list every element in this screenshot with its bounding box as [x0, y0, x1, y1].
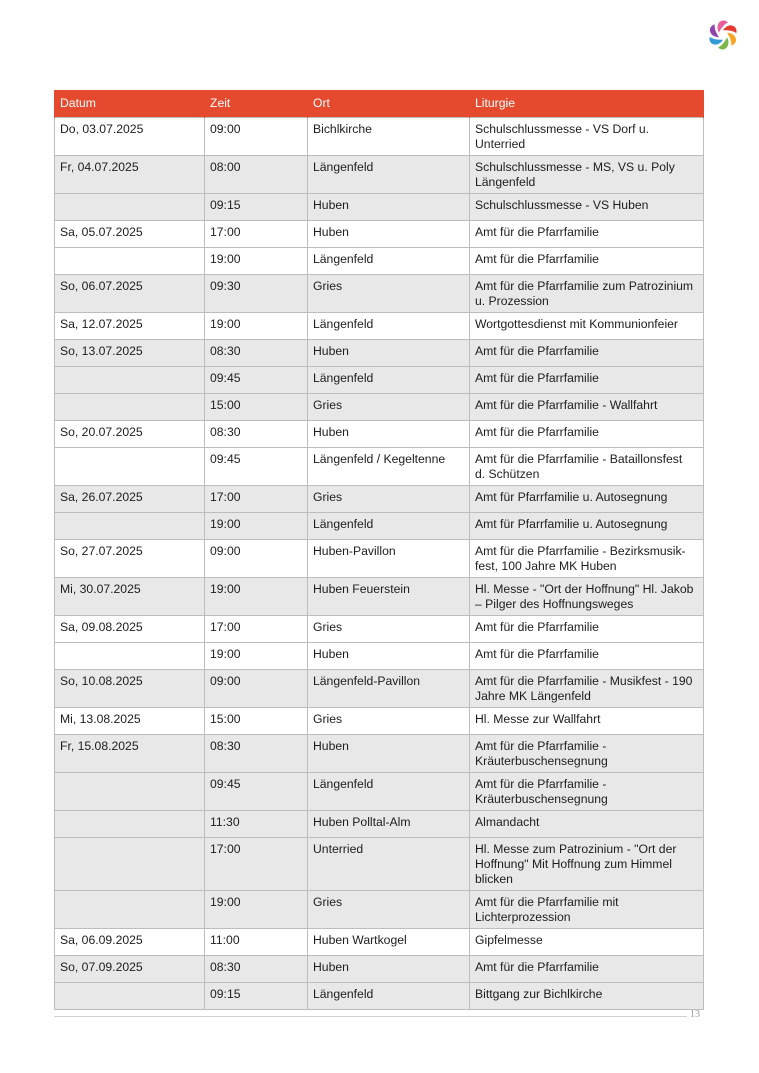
liturgy-cell	[470, 838, 704, 891]
table-row	[55, 394, 704, 421]
date-cell	[55, 194, 205, 221]
header-ort: Ort	[308, 90, 470, 118]
table-row	[55, 448, 704, 486]
place-cell: Längenfeld-Pavillon	[308, 670, 470, 708]
place-cell: Längenfeld	[308, 983, 470, 1010]
liturgy-line: Schulschlussmesse - VS Dorf u.	[475, 122, 650, 136]
liturgy-line: Hl. Messe - "Ort der Hoffnung" Hl. Jakob	[475, 582, 694, 596]
table-row	[55, 983, 704, 1010]
time-cell: 09:45	[205, 448, 308, 486]
time-cell: 09:45	[205, 367, 308, 394]
time-cell: 17:00	[205, 221, 308, 248]
table-row	[55, 891, 704, 929]
liturgy-line: Amt für die Pfarrfamilie	[475, 371, 599, 385]
page-number: 13	[690, 1009, 700, 1020]
liturgy-cell	[470, 891, 704, 929]
time-cell: 19:00	[205, 313, 308, 340]
liturgy-line: Hl. Messe zum Patrozinium - "Ort der	[475, 842, 677, 856]
table-row	[55, 367, 704, 394]
date-cell	[55, 643, 205, 670]
table-row	[55, 513, 704, 540]
date-cell: Sa, 05.07.2025	[55, 221, 205, 248]
place-cell: Längenfeld	[308, 156, 470, 194]
liturgy-line: Bittgang zur Bichlkirche	[475, 987, 603, 1001]
liturgy-line: Hoffnung" Mit Hoffnung zum Himmel	[475, 857, 672, 871]
liturgy-cell	[470, 340, 704, 367]
date-cell: So, 06.07.2025	[55, 275, 205, 313]
time-cell: 19:00	[205, 513, 308, 540]
liturgy-cell	[470, 540, 704, 578]
table-row	[55, 643, 704, 670]
liturgy-line: Unterried	[475, 137, 526, 151]
place-cell: Bichlkirche	[308, 118, 470, 156]
time-cell: 19:00	[205, 643, 308, 670]
place-cell: Huben-Pavillon	[308, 540, 470, 578]
place-cell: Längenfeld	[308, 513, 470, 540]
pinwheel-logo-icon	[704, 16, 742, 54]
date-cell: Do, 03.07.2025	[55, 118, 205, 156]
time-cell: 15:00	[205, 708, 308, 735]
date-cell: So, 20.07.2025	[55, 421, 205, 448]
liturgy-cell	[470, 118, 704, 156]
liturgy-line: fest, 100 Jahre MK Huben	[475, 559, 617, 573]
time-cell: 11:00	[205, 929, 308, 956]
liturgy-line: u. Prozession	[475, 294, 549, 308]
liturgy-cell	[470, 578, 704, 616]
liturgy-line: Schulschlussmesse - MS, VS u. Poly	[475, 160, 675, 174]
liturgy-cell	[470, 811, 704, 838]
place-cell: Gries	[308, 394, 470, 421]
table-body	[55, 118, 704, 1010]
time-cell: 19:00	[205, 578, 308, 616]
place-cell: Huben	[308, 421, 470, 448]
place-cell: Huben	[308, 735, 470, 773]
liturgy-cell	[470, 194, 704, 221]
place-cell: Längenfeld	[308, 773, 470, 811]
liturgy-line: Amt für die Pfarrfamilie zum Patrozinium	[475, 279, 694, 293]
liturgy-line: Amt für die Pfarrfamilie - Bezirksmusik-	[475, 544, 686, 558]
liturgy-line: Amt für die Pfarrfamilie -	[475, 777, 607, 791]
table-row	[55, 248, 704, 275]
date-cell: Sa, 12.07.2025	[55, 313, 205, 340]
liturgy-cell	[470, 486, 704, 513]
date-cell: So, 07.09.2025	[55, 956, 205, 983]
time-cell: 09:15	[205, 194, 308, 221]
liturgy-line: Amt für die Pfarrfamilie mit	[475, 895, 619, 909]
table-row	[55, 929, 704, 956]
time-cell: 08:30	[205, 735, 308, 773]
date-cell	[55, 248, 205, 275]
table-row	[55, 486, 704, 513]
liturgy-line: Schulschlussmesse - VS Huben	[475, 198, 649, 212]
place-cell: Gries	[308, 275, 470, 313]
place-cell: Längenfeld	[308, 313, 470, 340]
schedule-table	[54, 90, 704, 1010]
table-row	[55, 708, 704, 735]
liturgy-line: Gipfelmesse	[475, 933, 543, 947]
liturgy-cell	[470, 513, 704, 540]
liturgy-line: Amt für die Pfarrfamilie	[475, 960, 599, 974]
liturgy-line: Amt für die Pfarrfamilie	[475, 344, 599, 358]
liturgy-cell	[470, 275, 704, 313]
liturgy-line: Hl. Messe zur Wallfahrt	[475, 712, 601, 726]
date-cell	[55, 513, 205, 540]
liturgy-line: Amt für Pfarrfamilie u. Autosegnung	[475, 517, 668, 531]
liturgy-cell	[470, 156, 704, 194]
place-cell: Gries	[308, 708, 470, 735]
place-cell: Huben	[308, 340, 470, 367]
date-cell	[55, 811, 205, 838]
table-row	[55, 616, 704, 643]
place-cell: Längenfeld	[308, 367, 470, 394]
liturgy-line: Amt für Pfarrfamilie u. Autosegnung	[475, 490, 668, 504]
table-row	[55, 838, 704, 891]
time-cell: 15:00	[205, 394, 308, 421]
liturgy-cell	[470, 448, 704, 486]
header-datum: Datum	[55, 90, 205, 118]
time-cell: 09:15	[205, 983, 308, 1010]
liturgy-line: Amt für die Pfarrfamilie - Musikfest - 190	[475, 674, 693, 688]
table-row	[55, 811, 704, 838]
date-cell	[55, 448, 205, 486]
place-cell: Huben Wartkogel	[308, 929, 470, 956]
table-row	[55, 340, 704, 367]
liturgy-line: Amt für die Pfarrfamilie -	[475, 739, 607, 753]
date-cell: So, 10.08.2025	[55, 670, 205, 708]
liturgy-cell	[470, 421, 704, 448]
liturgy-cell	[470, 708, 704, 735]
liturgy-line: d. Schützen	[475, 467, 540, 481]
table-row	[55, 735, 704, 773]
date-cell	[55, 773, 205, 811]
liturgy-cell	[470, 221, 704, 248]
date-cell	[55, 983, 205, 1010]
liturgy-line: Amt für die Pfarrfamilie	[475, 225, 599, 239]
liturgy-line: – Pilger des Hoffnungsweges	[475, 597, 634, 611]
table-row	[55, 578, 704, 616]
liturgy-cell	[470, 735, 704, 773]
date-cell: Fr, 04.07.2025	[55, 156, 205, 194]
time-cell: 17:00	[205, 486, 308, 513]
time-cell: 08:30	[205, 340, 308, 367]
table-row	[55, 221, 704, 248]
date-cell: Sa, 26.07.2025	[55, 486, 205, 513]
table-header	[55, 90, 704, 118]
liturgy-line: Amt für die Pfarrfamilie - Bataillonsfest	[475, 452, 683, 466]
liturgy-line: Kräuterbuschensegnung	[475, 792, 608, 806]
header-liturgie: Liturgie	[470, 90, 704, 118]
place-cell: Huben	[308, 643, 470, 670]
liturgy-line: Amt für die Pfarrfamilie	[475, 647, 599, 661]
date-cell: Sa, 06.09.2025	[55, 929, 205, 956]
liturgy-line: Amt für die Pfarrfamilie - Wallfahrt	[475, 398, 658, 412]
date-cell	[55, 838, 205, 891]
place-cell: Huben Polltal-Alm	[308, 811, 470, 838]
time-cell: 19:00	[205, 248, 308, 275]
time-cell: 08:30	[205, 421, 308, 448]
time-cell: 17:00	[205, 838, 308, 891]
time-cell: 11:30	[205, 811, 308, 838]
place-cell: Längenfeld / Kegeltenne	[308, 448, 470, 486]
time-cell: 09:30	[205, 275, 308, 313]
time-cell: 17:00	[205, 616, 308, 643]
place-cell: Huben	[308, 194, 470, 221]
date-cell: Fr, 15.08.2025	[55, 735, 205, 773]
liturgy-line: Amt für die Pfarrfamilie	[475, 252, 599, 266]
table-row	[55, 670, 704, 708]
table-row	[55, 275, 704, 313]
table-row	[55, 773, 704, 811]
table-row	[55, 421, 704, 448]
place-cell: Huben Feuerstein	[308, 578, 470, 616]
time-cell: 08:30	[205, 956, 308, 983]
place-cell: Huben	[308, 956, 470, 983]
liturgy-line: Wortgottesdienst mit Kommunionfeier	[475, 317, 678, 331]
time-cell: 19:00	[205, 891, 308, 929]
time-cell: 09:45	[205, 773, 308, 811]
liturgy-cell	[470, 367, 704, 394]
time-cell: 09:00	[205, 118, 308, 156]
place-cell: Huben	[308, 221, 470, 248]
time-cell: 09:00	[205, 670, 308, 708]
place-cell: Längenfeld	[308, 248, 470, 275]
place-cell: Gries	[308, 486, 470, 513]
table-row	[55, 194, 704, 221]
table-row	[55, 540, 704, 578]
header-zeit: Zeit	[205, 90, 308, 118]
date-cell	[55, 891, 205, 929]
liturgy-line: Amt für die Pfarrfamilie	[475, 425, 599, 439]
date-cell: Sa, 09.08.2025	[55, 616, 205, 643]
time-cell: 08:00	[205, 156, 308, 194]
liturgy-cell	[470, 616, 704, 643]
liturgy-cell	[470, 773, 704, 811]
liturgy-line: Jahre MK Längenfeld	[475, 689, 591, 703]
liturgy-cell	[470, 929, 704, 956]
date-cell	[55, 367, 205, 394]
liturgy-line: Amt für die Pfarrfamilie	[475, 620, 599, 634]
table-row	[55, 956, 704, 983]
liturgy-cell	[470, 248, 704, 275]
liturgy-cell	[470, 956, 704, 983]
liturgy-line: Lichterprozession	[475, 910, 571, 924]
liturgy-cell	[470, 983, 704, 1010]
liturgy-line: blicken	[475, 872, 513, 886]
date-cell: So, 27.07.2025	[55, 540, 205, 578]
liturgy-cell	[470, 313, 704, 340]
place-cell: Gries	[308, 616, 470, 643]
date-cell: So, 13.07.2025	[55, 340, 205, 367]
liturgy-line: Kräuterbuschensegnung	[475, 754, 608, 768]
table-row	[55, 118, 704, 156]
table-row	[55, 313, 704, 340]
liturgy-line: Längenfeld	[475, 175, 536, 189]
liturgy-line: Almandacht	[475, 815, 540, 829]
liturgy-cell	[470, 643, 704, 670]
liturgy-cell	[470, 394, 704, 421]
liturgy-cell	[470, 670, 704, 708]
time-cell: 09:00	[205, 540, 308, 578]
date-cell: Mi, 13.08.2025	[55, 708, 205, 735]
place-cell: Gries	[308, 891, 470, 929]
date-cell: Mi, 30.07.2025	[55, 578, 205, 616]
date-cell	[55, 394, 205, 421]
place-cell: Unterried	[308, 838, 470, 891]
table-row	[55, 156, 704, 194]
footer-divider	[54, 1016, 687, 1017]
